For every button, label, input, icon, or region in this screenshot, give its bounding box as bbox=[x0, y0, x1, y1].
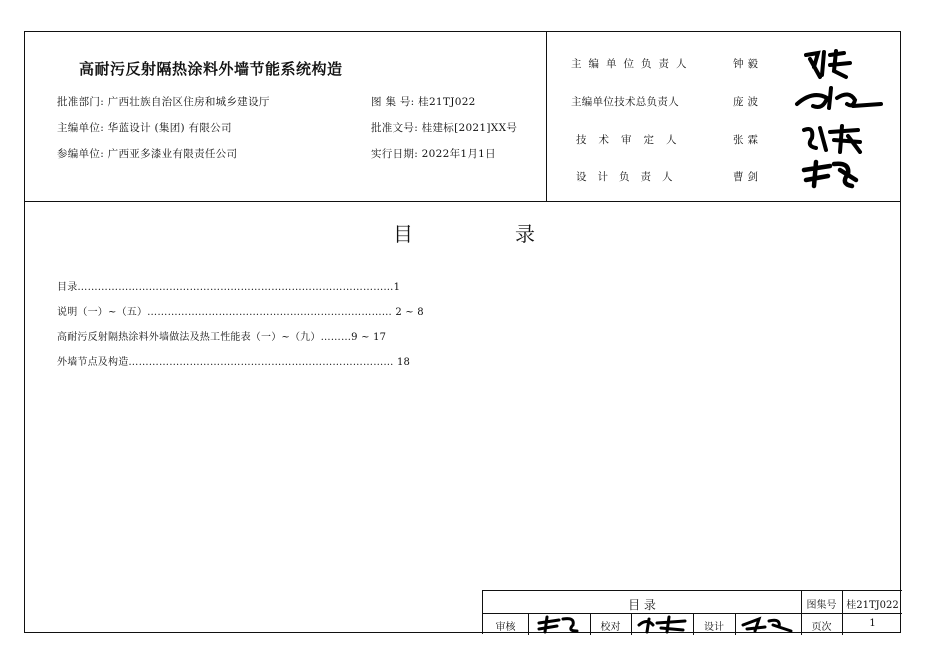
signature-image bbox=[739, 615, 795, 634]
approval-doc: 批准文号: 桂建标[2021]XX号 bbox=[371, 122, 518, 134]
document-title: 高耐污反射隔热涂料外墙节能系统构造 bbox=[79, 60, 343, 78]
title-block-divider bbox=[631, 613, 632, 635]
atlas-label: 图集号 bbox=[806, 600, 837, 611]
approval-dept: 批准部门: 广西壮族自治区住房和城乡建设厅 bbox=[57, 96, 270, 108]
atlas-value: 桂21TJ022 bbox=[846, 600, 899, 611]
page-label: 页次 bbox=[811, 622, 832, 633]
check-label: 校对 bbox=[600, 622, 621, 633]
person-role: 主编单位负责人 bbox=[571, 58, 694, 70]
signature-image bbox=[800, 122, 866, 154]
sheet-title: 目 录 bbox=[628, 598, 656, 612]
design-label: 设计 bbox=[704, 622, 724, 633]
page-value: 1 bbox=[869, 618, 876, 629]
chief-editor-unit: 主编单位: 华蓝设计 (集团) 有限公司 bbox=[57, 122, 232, 134]
review-label: 审核 bbox=[495, 622, 516, 633]
header-block bbox=[25, 32, 900, 202]
signature-image bbox=[635, 615, 689, 634]
person-role: 技术审定人 bbox=[576, 134, 689, 146]
person-role: 主编单位技术总负责人 bbox=[571, 96, 679, 108]
title-block bbox=[482, 590, 902, 634]
toc-entry: 说明（一）~（五）……………………………………………………………… 2 ~ 8 bbox=[57, 307, 424, 318]
signature-image bbox=[535, 615, 585, 634]
person-name: 庞 波 bbox=[733, 96, 759, 108]
toc-heading-right: 录 bbox=[515, 222, 535, 246]
toc-entry: 高耐污反射隔热涂料外墙做法及热工性能表（一）~（九）………9 ~ 17 bbox=[57, 332, 387, 343]
toc-heading-left: 目 bbox=[393, 222, 413, 246]
person-name: 张 霖 bbox=[733, 134, 759, 146]
toc-entry: 外墙节点及构造…………………………………………………………………… 18 bbox=[57, 357, 411, 368]
person-name: 曹 剑 bbox=[733, 171, 759, 183]
toc-entry: 目录…………………………………………………………………………………1 bbox=[57, 282, 401, 293]
effective-date: 实行日期: 2022年1月1日 bbox=[371, 148, 496, 160]
signature-image bbox=[800, 47, 860, 81]
signature-image bbox=[800, 158, 860, 190]
atlas-number: 图 集 号: 桂21TJ022 bbox=[371, 96, 476, 108]
header-divider bbox=[546, 32, 547, 201]
signature-image bbox=[793, 84, 883, 114]
title-block-divider bbox=[735, 613, 736, 635]
title-block-divider bbox=[528, 613, 529, 635]
participating-unit: 参编单位: 广西亚多漆业有限责任公司 bbox=[57, 148, 238, 160]
person-name: 钟 毅 bbox=[733, 58, 759, 70]
drawing-frame bbox=[24, 31, 901, 633]
person-role: 设计负责人 bbox=[576, 171, 684, 183]
